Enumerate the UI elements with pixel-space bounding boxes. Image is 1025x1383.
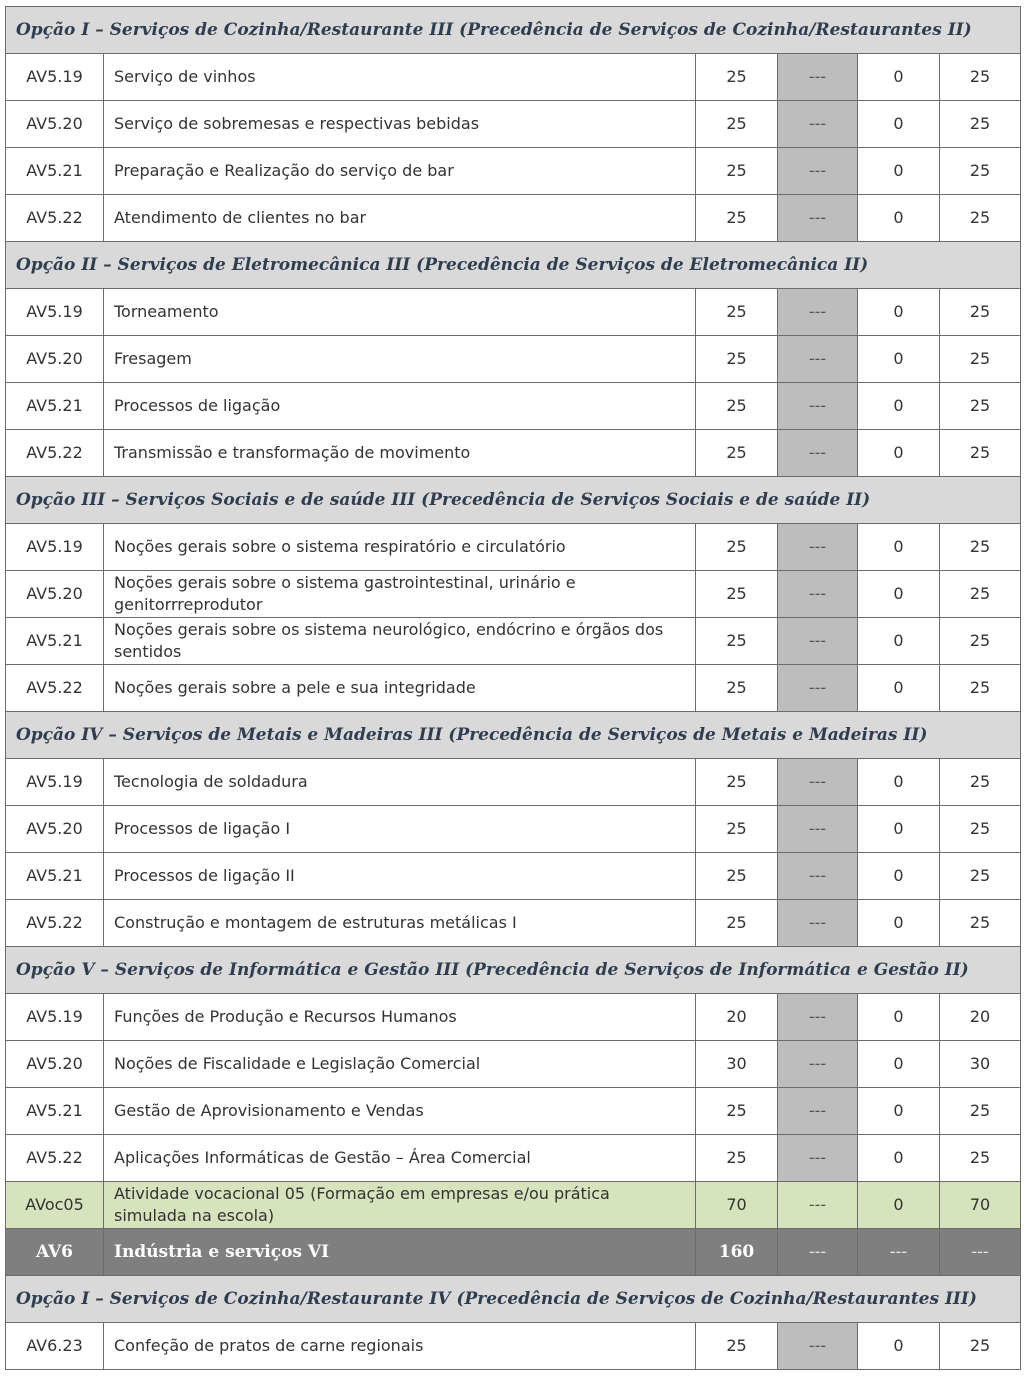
module-code: AV5.21 [6, 1088, 104, 1135]
empty-value: --- [778, 1229, 858, 1276]
module-description: Indústria e serviços VI [104, 1229, 696, 1276]
module-code: AV6 [6, 1229, 104, 1276]
hours-value-2: 0 [858, 618, 940, 665]
hours-value-2: 0 [858, 1323, 940, 1370]
total-value: 25 [940, 759, 1021, 806]
hours-value-2: 0 [858, 1041, 940, 1088]
module-code: AV5.21 [6, 383, 104, 430]
module-description: Aplicações Informáticas de Gestão – Área Comercial [104, 1135, 696, 1182]
module-description: Processos de ligação I [104, 806, 696, 853]
total-value: --- [940, 1229, 1021, 1276]
hours-value: 25 [696, 289, 778, 336]
option-title: Opção I – Serviços de Cozinha/Restaurante III (Precedência de Serviços de Cozinha/Restaurantes II) [6, 7, 1021, 54]
module-description: Noções gerais sobre a pele e sua integridade [104, 665, 696, 712]
option-header-row [6, 7, 1021, 54]
empty-value: --- [778, 853, 858, 900]
empty-value: --- [778, 54, 858, 101]
total-value: 25 [940, 665, 1021, 712]
module-code: AV5.22 [6, 430, 104, 477]
total-value: 25 [940, 1088, 1021, 1135]
module-code: AV5.19 [6, 289, 104, 336]
module-code: AV5.21 [6, 618, 104, 665]
module-description: Serviço de sobremesas e respectivas bebidas [104, 101, 696, 148]
module-description: Confeção de pratos de carne regionais [104, 1323, 696, 1370]
hours-value: 160 [696, 1229, 778, 1276]
total-value: 25 [940, 336, 1021, 383]
module-description: Noções de Fiscalidade e Legislação Comercial [104, 1041, 696, 1088]
option-header-row [6, 1276, 1021, 1323]
module-description: Fresagem [104, 336, 696, 383]
vocational-row [6, 1182, 1021, 1229]
option-title: Opção II – Serviços de Eletromecânica III (Precedência de Serviços de Eletromecânica II) [6, 242, 1021, 289]
hours-value: 25 [696, 571, 778, 618]
option-title: Opção V – Serviços de Informática e Gestão III (Precedência de Serviços de Informática e Gestão II) [6, 947, 1021, 994]
option-title: Opção I – Serviços de Cozinha/Restaurante IV (Precedência de Serviços de Cozinha/Restaurantes III) [6, 1276, 1021, 1323]
table-row [6, 148, 1021, 195]
table-row [6, 806, 1021, 853]
module-description: Noções gerais sobre o sistema respiratório e circulatório [104, 524, 696, 571]
hours-value-2: --- [858, 1229, 940, 1276]
module-description: Atividade vocacional 05 (Formação em empresas e/ou prática simulada na escola) [104, 1182, 696, 1229]
table-row [6, 1041, 1021, 1088]
hours-value-2: 0 [858, 54, 940, 101]
total-value: 25 [940, 195, 1021, 242]
hours-value: 20 [696, 994, 778, 1041]
empty-value: --- [778, 1182, 858, 1229]
empty-value: --- [778, 101, 858, 148]
hours-value: 25 [696, 1135, 778, 1182]
total-value: 25 [940, 383, 1021, 430]
module-code: AV5.20 [6, 806, 104, 853]
table-row [6, 289, 1021, 336]
total-value: 25 [940, 289, 1021, 336]
table-row [6, 54, 1021, 101]
hours-value: 25 [696, 336, 778, 383]
hours-value: 25 [696, 759, 778, 806]
hours-value: 25 [696, 148, 778, 195]
hours-value-2: 0 [858, 148, 940, 195]
option-header-row [6, 477, 1021, 524]
hours-value-2: 0 [858, 665, 940, 712]
total-value: 25 [940, 806, 1021, 853]
empty-value: --- [778, 383, 858, 430]
empty-value: --- [778, 195, 858, 242]
hours-value: 25 [696, 383, 778, 430]
module-code: AV5.20 [6, 571, 104, 618]
module-code: AV5.20 [6, 101, 104, 148]
empty-value: --- [778, 994, 858, 1041]
total-value: 25 [940, 524, 1021, 571]
module-description: Noções gerais sobre os sistema neurológico, endócrino e órgãos dos sentidos [104, 618, 696, 665]
total-value: 25 [940, 571, 1021, 618]
module-code: AV5.22 [6, 900, 104, 947]
module-description: Tecnologia de soldadura [104, 759, 696, 806]
empty-value: --- [778, 289, 858, 336]
hours-value-2: 0 [858, 853, 940, 900]
table-row [6, 759, 1021, 806]
hours-value-2: 0 [858, 430, 940, 477]
hours-value-2: 0 [858, 195, 940, 242]
option-header-row [6, 712, 1021, 759]
module-description: Torneamento [104, 289, 696, 336]
empty-value: --- [778, 806, 858, 853]
empty-value: --- [778, 336, 858, 383]
empty-value: --- [778, 1041, 858, 1088]
total-value: 25 [940, 430, 1021, 477]
hours-value: 25 [696, 1088, 778, 1135]
hours-value: 25 [696, 1323, 778, 1370]
module-code: AV5.22 [6, 195, 104, 242]
option-header-row [6, 242, 1021, 289]
module-code: AV5.19 [6, 759, 104, 806]
hours-value: 25 [696, 806, 778, 853]
hours-value: 30 [696, 1041, 778, 1088]
table-row [6, 665, 1021, 712]
table-row [6, 1323, 1021, 1370]
total-value: 30 [940, 1041, 1021, 1088]
hours-value-2: 0 [858, 1182, 940, 1229]
total-value: 20 [940, 994, 1021, 1041]
hours-value-2: 0 [858, 571, 940, 618]
module-description: Gestão de Aprovisionamento e Vendas [104, 1088, 696, 1135]
hours-value-2: 0 [858, 806, 940, 853]
module-code: AV5.20 [6, 336, 104, 383]
empty-value: --- [778, 759, 858, 806]
empty-value: --- [778, 148, 858, 195]
module-code: AV5.21 [6, 853, 104, 900]
total-value: 25 [940, 101, 1021, 148]
option-title: Opção III – Serviços Sociais e de saúde III (Precedência de Serviços Sociais e de saúde II) [6, 477, 1021, 524]
hours-value: 70 [696, 1182, 778, 1229]
option-title: Opção IV – Serviços de Metais e Madeiras III (Precedência de Serviços de Metais e Madeiras II) [6, 712, 1021, 759]
hours-value-2: 0 [858, 1088, 940, 1135]
hours-value-2: 0 [858, 994, 940, 1041]
total-value: 25 [940, 54, 1021, 101]
module-description: Serviço de vinhos [104, 54, 696, 101]
module-code: AV5.20 [6, 1041, 104, 1088]
hours-value: 25 [696, 430, 778, 477]
module-description: Transmissão e transformação de movimento [104, 430, 696, 477]
hours-value-2: 0 [858, 336, 940, 383]
table-row [6, 853, 1021, 900]
hours-value: 25 [696, 665, 778, 712]
module-description: Atendimento de clientes no bar [104, 195, 696, 242]
hours-value-2: 0 [858, 1135, 940, 1182]
module-code: AV5.19 [6, 994, 104, 1041]
empty-value: --- [778, 524, 858, 571]
hours-value: 25 [696, 524, 778, 571]
module-description: Preparação e Realização do serviço de bar [104, 148, 696, 195]
module-description: Construção e montagem de estruturas metálicas I [104, 900, 696, 947]
module-description: Processos de ligação II [104, 853, 696, 900]
hours-value-2: 0 [858, 101, 940, 148]
hours-value: 25 [696, 618, 778, 665]
table-row [6, 430, 1021, 477]
table-row [6, 994, 1021, 1041]
hours-value: 25 [696, 195, 778, 242]
module-summary-row [6, 1229, 1021, 1276]
module-code: AV5.19 [6, 524, 104, 571]
table-row [6, 1135, 1021, 1182]
empty-value: --- [778, 1088, 858, 1135]
table-body [6, 7, 1021, 1370]
empty-value: --- [778, 571, 858, 618]
module-code: AV5.22 [6, 1135, 104, 1182]
module-code: AV6.23 [6, 1323, 104, 1370]
empty-value: --- [778, 900, 858, 947]
total-value: 25 [940, 853, 1021, 900]
curriculum-table [5, 6, 1021, 1370]
table-row [6, 571, 1021, 618]
module-code: AV5.22 [6, 665, 104, 712]
empty-value: --- [778, 665, 858, 712]
module-description: Funções de Produção e Recursos Humanos [104, 994, 696, 1041]
table-row [6, 524, 1021, 571]
hours-value: 25 [696, 54, 778, 101]
total-value: 70 [940, 1182, 1021, 1229]
hours-value-2: 0 [858, 524, 940, 571]
empty-value: --- [778, 618, 858, 665]
table-row [6, 1088, 1021, 1135]
module-description: Noções gerais sobre o sistema gastrointestinal, urinário e genitorrreprodutor [104, 571, 696, 618]
hours-value: 25 [696, 900, 778, 947]
hours-value-2: 0 [858, 383, 940, 430]
hours-value-2: 0 [858, 289, 940, 336]
table-row [6, 336, 1021, 383]
total-value: 25 [940, 148, 1021, 195]
hours-value-2: 0 [858, 759, 940, 806]
table-row [6, 900, 1021, 947]
empty-value: --- [778, 430, 858, 477]
empty-value: --- [778, 1323, 858, 1370]
table-row [6, 195, 1021, 242]
option-header-row [6, 947, 1021, 994]
total-value: 25 [940, 1135, 1021, 1182]
hours-value-2: 0 [858, 900, 940, 947]
table-row [6, 383, 1021, 430]
module-code: AV5.21 [6, 148, 104, 195]
module-code: AV5.19 [6, 54, 104, 101]
empty-value: --- [778, 1135, 858, 1182]
table-row [6, 101, 1021, 148]
table-row [6, 618, 1021, 665]
total-value: 25 [940, 618, 1021, 665]
total-value: 25 [940, 1323, 1021, 1370]
total-value: 25 [940, 900, 1021, 947]
hours-value: 25 [696, 101, 778, 148]
module-description: Processos de ligação [104, 383, 696, 430]
module-code: AVoc05 [6, 1182, 104, 1229]
hours-value: 25 [696, 853, 778, 900]
